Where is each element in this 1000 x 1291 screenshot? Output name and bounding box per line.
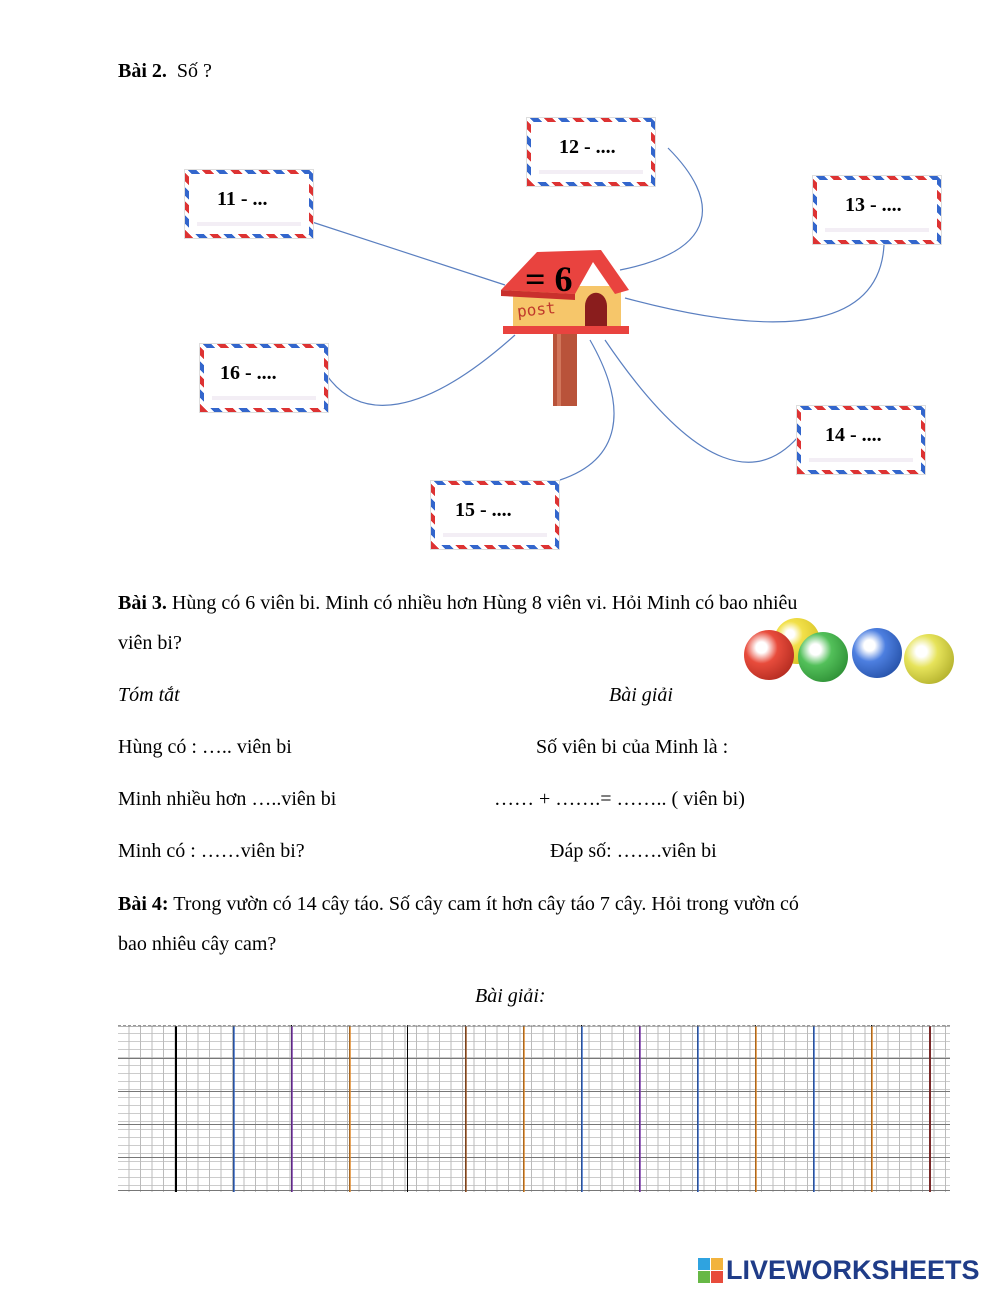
- card-16-label: 16 - ....: [220, 362, 277, 384]
- line-16: [328, 335, 515, 405]
- line-14: [605, 340, 798, 462]
- marble-lime-icon: [904, 634, 954, 684]
- post-label: post: [516, 298, 557, 321]
- liveworksheets-logo-icon: [698, 1258, 724, 1284]
- writing-grid: [118, 1025, 950, 1192]
- bai3-heading-number: Bài 3.: [118, 592, 167, 614]
- bai2-heading-text: Số ?: [176, 60, 212, 82]
- bai3-text: Hùng có 6 viên bi. Minh có nhiều hơn Hùng 8 viên vi. Hỏi Minh có bao nhiêu: [171, 592, 798, 614]
- grid-colored-lines: [118, 1026, 950, 1192]
- bai4-text: Trong vườn có 14 cây táo. Số cây cam ít hơn cây táo 7 cây. Hỏi trong vườn có: [173, 893, 799, 915]
- mailbox-illustration: [497, 246, 633, 408]
- marble-blue-icon: [852, 628, 902, 678]
- marble-green-icon: [798, 632, 848, 682]
- card-14-label: 14 - ....: [825, 424, 882, 446]
- bai2-heading-number: Bài 2.: [118, 60, 167, 82]
- line-11: [312, 222, 505, 285]
- solution-line-2: …… + …….= …….. ( viên bi): [494, 788, 745, 810]
- bai3-line2: viên bi?: [118, 632, 182, 654]
- card-12: [527, 118, 655, 186]
- summary-line-3: Minh có : ……viên bi?: [118, 840, 305, 862]
- card-11: [185, 170, 313, 238]
- liveworksheets-logo-text: LIVEWORKSHEETS: [726, 1255, 980, 1285]
- marble-red-icon: [744, 630, 794, 680]
- solution-line-3: Đáp số: …….viên bi: [550, 840, 717, 862]
- marbles-illustration: [744, 618, 956, 690]
- summary-line-1: Hùng có : ….. viên bi: [118, 736, 292, 758]
- card-11-label: 11 - ...: [217, 188, 268, 210]
- card-13: [813, 176, 941, 244]
- card-13-label: 13 - ....: [845, 194, 902, 216]
- card-15: [431, 481, 559, 549]
- summary-title: Tóm tắt: [118, 684, 180, 706]
- solution-line-1: Số viên bi của Minh là :: [536, 736, 729, 758]
- summary-line-2: Minh nhiều hơn …..viên bi: [118, 788, 337, 810]
- mailbox-equation: = 6: [525, 259, 573, 299]
- liveworksheets-logo: [698, 1257, 994, 1285]
- bai3-solution-title: Bài giải: [609, 684, 673, 706]
- card-15-label: 15 - ....: [455, 499, 512, 521]
- bai4-line2: bao nhiêu cây cam?: [118, 933, 277, 955]
- bai3-line1: [118, 592, 797, 615]
- bai4-solution-title: Bài giải:: [475, 985, 546, 1007]
- bai4-heading-number: Bài 4:: [118, 893, 169, 915]
- card-14: [797, 406, 925, 474]
- bai4-line1: [118, 893, 799, 916]
- card-16: [200, 344, 328, 412]
- card-12-label: 12 - ....: [559, 136, 616, 158]
